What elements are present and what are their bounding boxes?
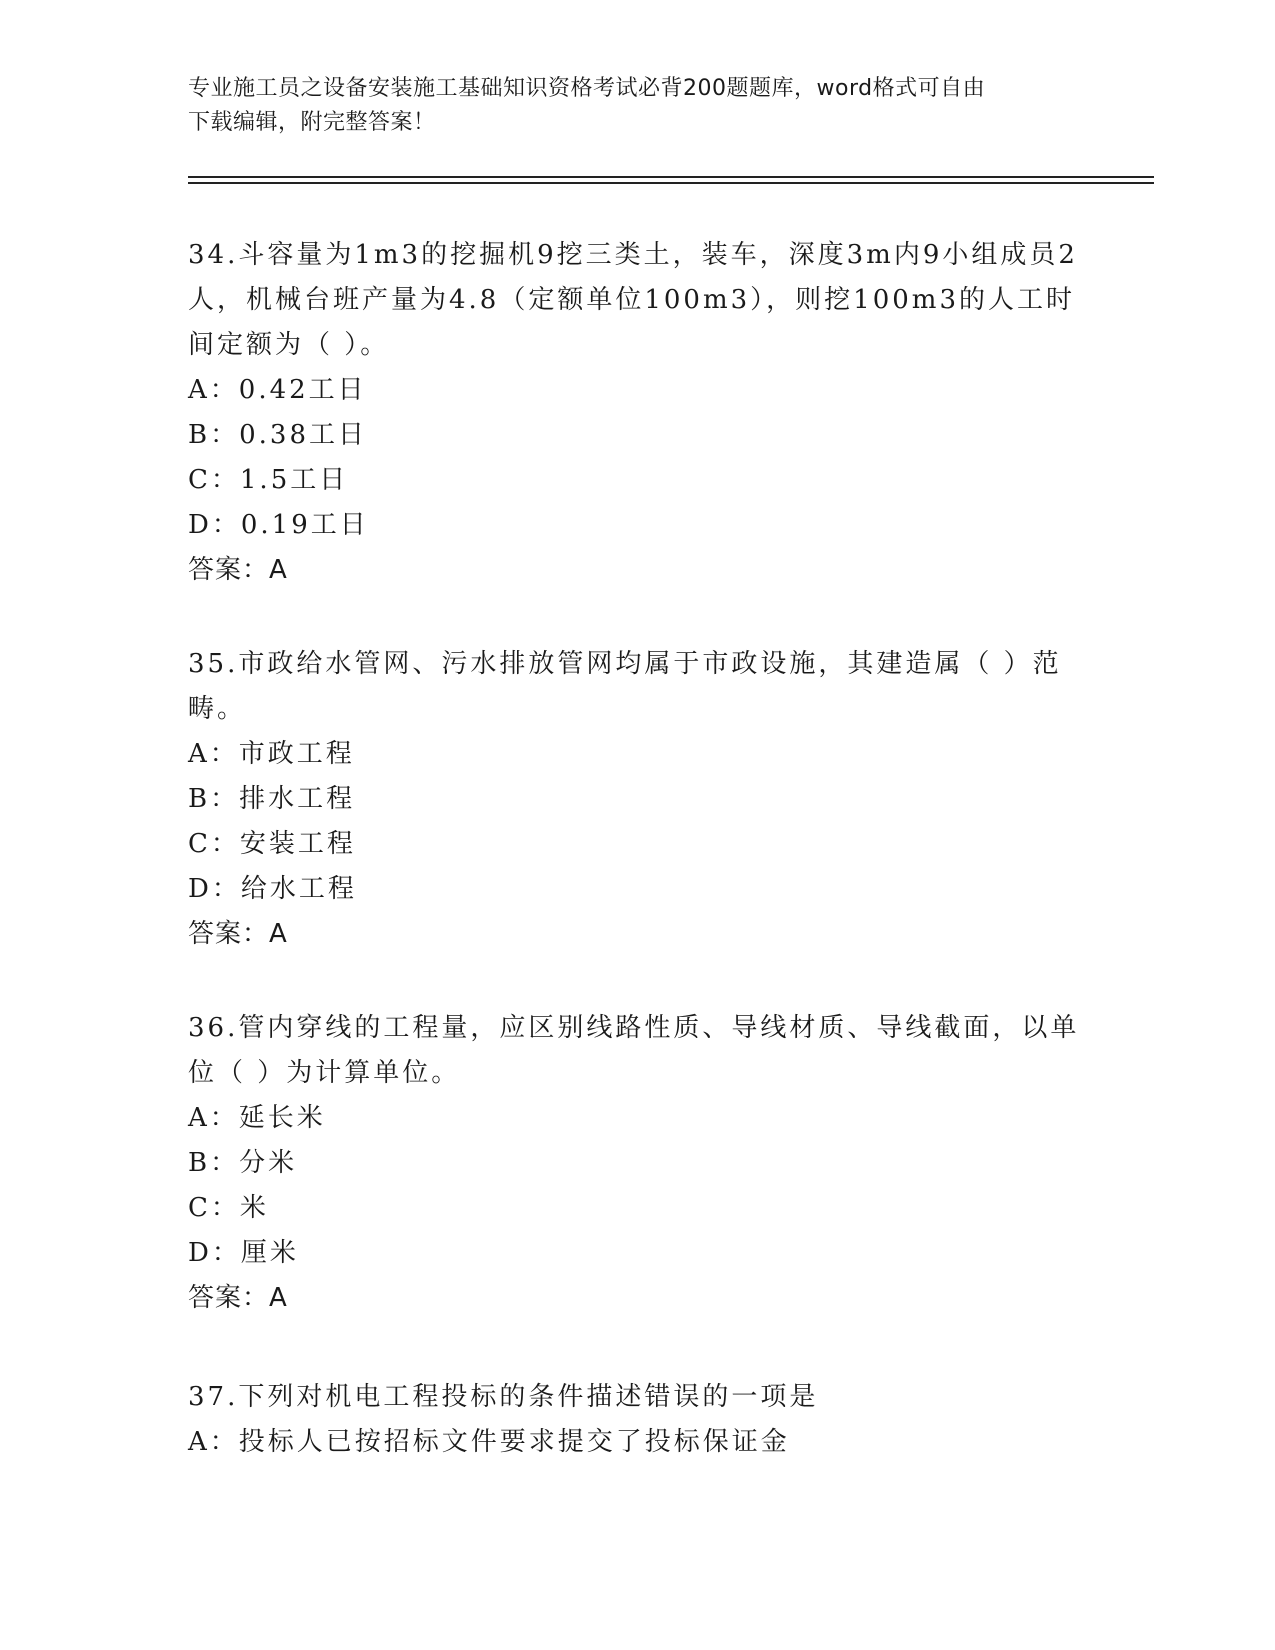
header-divider-bottom [188, 182, 1154, 184]
option-b: B：分米 [188, 1148, 298, 1178]
option-a: A：投标人已按招标文件要求提交了投标保证金 [188, 1427, 790, 1457]
question-text: 35.市政给水管网、污水排放管网均属于市政设施，其建造属（ ）范畴。 [188, 649, 1062, 724]
answer: 答案：A [188, 919, 288, 949]
option-c: C：1.5工日 [188, 465, 349, 495]
option-d: D：给水工程 [188, 874, 357, 904]
option-c: C：安装工程 [188, 829, 356, 859]
header-divider-top [188, 176, 1154, 178]
header-line-2: 下载编辑，附完整答案！ [188, 110, 436, 135]
option-d: D：0.19工日 [188, 510, 369, 540]
option-a: A：0.42工日 [188, 375, 367, 405]
option-b: B：0.38工日 [188, 420, 367, 450]
question-34 [188, 233, 1088, 593]
answer: 答案：A [188, 1283, 288, 1313]
answer: 答案：A [188, 555, 288, 585]
document-header [188, 72, 1068, 140]
question-36 [188, 1006, 1088, 1321]
question-text: 36.管内穿线的工程量，应区别线路性质、导线材质、导线截面，以单位（ ）为计算单位。 [188, 1013, 1080, 1088]
header-line-1: 专业施工员之设备安装施工基础知识资格考试必背200题题库，word格式可自由 [188, 76, 986, 101]
question-text: 37.下列对机电工程投标的条件描述错误的一项是 [188, 1382, 819, 1412]
option-d: D：厘米 [188, 1238, 299, 1268]
option-a: A：延长米 [188, 1103, 326, 1133]
option-c: C：米 [188, 1193, 269, 1223]
option-a: A：市政工程 [188, 739, 355, 769]
question-37 [188, 1375, 1088, 1465]
question-text: 34.斗容量为1m3的挖掘机9挖三类土，装车，深度3m内9小组成员2人，机械台班产量为4.8（定额单位100m3），则挖100m3的人工时间定额为（ ）。 [188, 240, 1078, 360]
option-b: B：排水工程 [188, 784, 356, 814]
question-35 [188, 642, 1088, 957]
